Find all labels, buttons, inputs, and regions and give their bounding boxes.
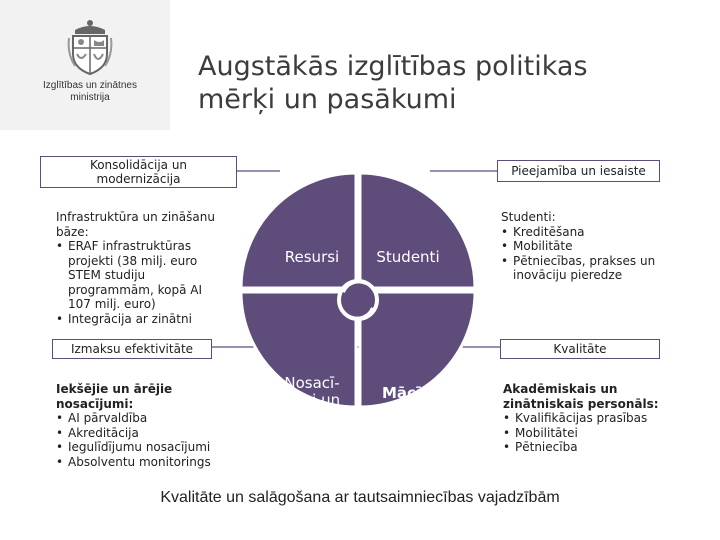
block-students-heading: Studenti: (501, 210, 556, 224)
quadrant-label-conditions-3: stimuli (286, 408, 338, 426)
list-item: • Integrācija ar zinātni (56, 312, 224, 327)
block-infrastructure (56, 210, 224, 326)
list-item: • Kvalifikācijas prasības (503, 411, 683, 426)
footer-statement: Kvalitāte un salāgošana ar tautsaimniecības vajadzībām (160, 489, 560, 506)
label-consolidation: Konsolidācija un modernizācija (40, 156, 237, 188)
quadrant-label-staff-2: spēki (387, 401, 433, 419)
logo-text-line1: Izglītības un zinātnes (43, 80, 137, 91)
title-line2: mērķi un pasākumi (198, 84, 457, 115)
list-item: • Mobilitātei (503, 426, 683, 441)
label-accessibility: Pieejamība un iesaiste (497, 160, 660, 182)
quadrant-label-students: Studenti (376, 248, 440, 266)
label-quality: Kvalitāte (500, 339, 660, 359)
quadrant-label-staff-1: Mācīb- (381, 384, 439, 402)
title-line1: Augstākās izglītības politikas (198, 51, 588, 82)
quadrant-label-conditions-1: Nosacī- (284, 374, 340, 392)
list-item: • ERAF infrastruktūras projekti (38 milj. euro STEM studiju programmām, kopā AI 107 milj. euro) (56, 239, 224, 312)
list-item: • Kreditēšana (501, 225, 671, 240)
list-item: • Akreditācija (56, 426, 231, 441)
list-item: • Pētniecība (503, 440, 683, 455)
block-staff (503, 382, 683, 455)
quadrant-label-resources: Resursi (284, 248, 340, 266)
quadrant-students (360, 173, 475, 288)
block-conditions (56, 382, 231, 469)
block-infrastructure-heading: Infrastruktūra un zināšanu bāze: (56, 210, 215, 239)
cycle-arrows-icon (339, 281, 377, 319)
block-staff-heading: Akadēmiskais un zinātniskais personāls: (503, 382, 659, 411)
block-conditions-heading: Iekšējie un ārējie nosacījumi: (56, 382, 173, 411)
quadrant-label-conditions-2: jumi un (283, 391, 341, 409)
block-students (501, 210, 671, 283)
list-item: • AI pārvaldība (56, 411, 231, 426)
label-cost-efficiency: Izmaksu efektivitāte (52, 339, 212, 359)
list-item: • Iegulīdījumu nosacījumi (56, 440, 231, 455)
list-item: • Absolventu monitorings (56, 455, 231, 470)
quadrant-resources (241, 173, 356, 288)
list-item: • Pētniecības, prakses un inovāciju pieredze (501, 254, 671, 283)
logo-text-line2: ministrija (70, 92, 110, 103)
list-item: • Mobilitāte (501, 239, 671, 254)
